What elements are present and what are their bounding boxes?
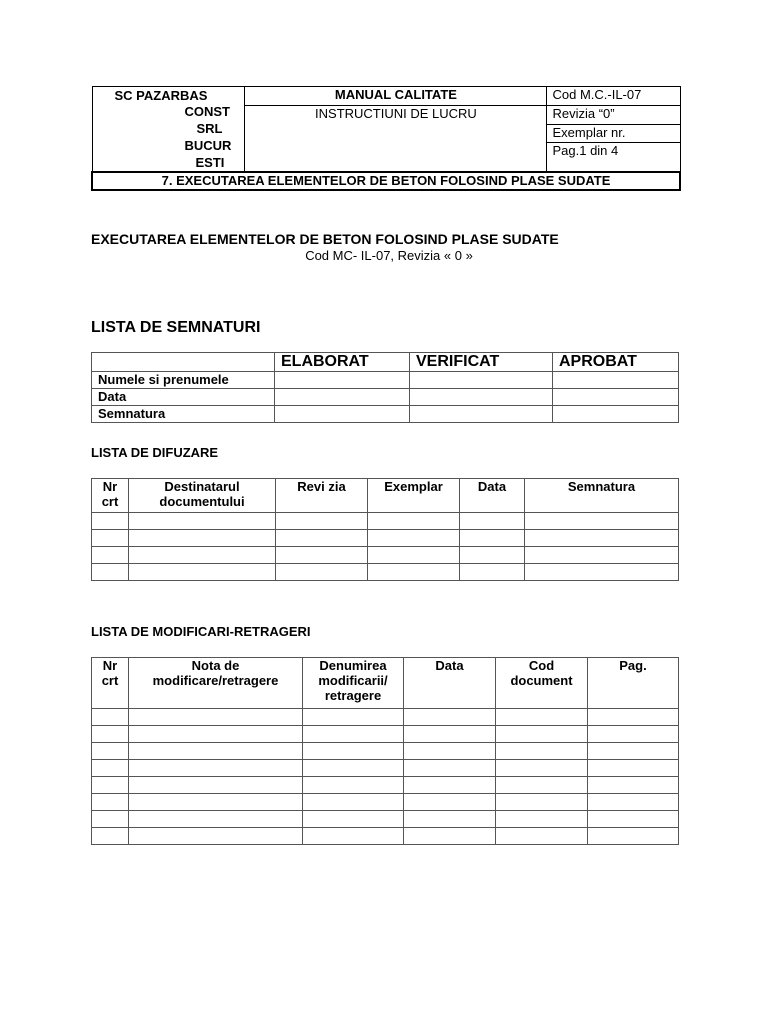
mod-table-row (92, 760, 679, 777)
header-subtitle: INSTRUCTIUNI DE LUCRU (245, 106, 547, 173)
mod-col-data: Data (404, 658, 496, 709)
company-line-5: ESTI (195, 155, 225, 170)
mod-col-pag: Pag. (588, 658, 679, 709)
dist-col-data: Data (460, 479, 525, 513)
dist-table-row (92, 564, 679, 581)
table-cell[interactable] (92, 811, 129, 828)
table-cell[interactable] (276, 530, 368, 547)
table-cell[interactable] (460, 530, 525, 547)
table-cell[interactable] (496, 726, 588, 743)
distribution-heading: LISTA DE DIFUZARE (91, 445, 219, 460)
table-cell[interactable] (404, 811, 496, 828)
document-header (91, 86, 681, 191)
table-cell[interactable] (588, 760, 679, 777)
distribution-table (91, 478, 679, 581)
table-cell[interactable] (303, 709, 404, 726)
table-cell[interactable] (525, 547, 679, 564)
table-cell[interactable] (129, 811, 303, 828)
dist-col-nr: Nr crt (92, 479, 129, 513)
document-title: EXECUTAREA ELEMENTELOR DE BETON FOLOSIND PLASE SUDATE (91, 231, 559, 247)
sig-cell[interactable] (275, 389, 410, 406)
table-cell[interactable] (129, 564, 276, 581)
table-cell[interactable] (129, 743, 303, 760)
table-cell[interactable] (496, 811, 588, 828)
table-cell[interactable] (404, 760, 496, 777)
table-cell[interactable] (92, 743, 129, 760)
table-cell[interactable] (92, 828, 129, 845)
table-cell[interactable] (460, 547, 525, 564)
mod-table-row (92, 777, 679, 794)
table-cell[interactable] (129, 709, 303, 726)
dist-col-exemplar: Exemplar (368, 479, 460, 513)
sig-row-data: Data (92, 389, 275, 406)
table-cell[interactable] (525, 513, 679, 530)
table-cell[interactable] (496, 828, 588, 845)
sig-cell[interactable] (553, 389, 679, 406)
pagina-cell: Pag.1 din 4 (547, 142, 680, 172)
company-line-4: BUCUR (184, 138, 232, 153)
dist-col-semnatura: Semnatura (525, 479, 679, 513)
mod-col-nota: Nota de modificare/retragere (129, 658, 303, 709)
table-cell[interactable] (496, 777, 588, 794)
table-cell[interactable] (129, 547, 276, 564)
table-cell[interactable] (92, 777, 129, 794)
section-title: 7. EXECUTAREA ELEMENTELOR DE BETON FOLOSIND PLASE SUDATE (92, 172, 680, 190)
table-cell[interactable] (129, 513, 276, 530)
modifications-table (91, 657, 679, 845)
exemplar-cell: Exemplar nr. (547, 124, 680, 142)
table-cell[interactable] (129, 530, 276, 547)
table-cell[interactable] (588, 726, 679, 743)
dist-table-row (92, 547, 679, 564)
table-cell[interactable] (303, 777, 404, 794)
table-cell[interactable] (303, 760, 404, 777)
sig-cell[interactable] (410, 406, 553, 423)
table-cell[interactable] (92, 794, 129, 811)
table-cell[interactable] (496, 794, 588, 811)
table-cell[interactable] (496, 760, 588, 777)
table-cell[interactable] (368, 547, 460, 564)
table-cell[interactable] (92, 726, 129, 743)
table-cell[interactable] (303, 811, 404, 828)
table-cell[interactable] (368, 513, 460, 530)
table-cell[interactable] (525, 530, 679, 547)
cod-cell: Cod M.C.-IL-07 (547, 87, 680, 106)
table-cell[interactable] (129, 828, 303, 845)
table-cell[interactable] (404, 743, 496, 760)
table-cell[interactable] (496, 709, 588, 726)
sig-cell[interactable] (275, 372, 410, 389)
table-cell[interactable] (276, 564, 368, 581)
revizia-cell: Revizia “0” (547, 106, 680, 125)
sig-row-semnatura: Semnatura (92, 406, 275, 423)
signatures-heading: LISTA DE SEMNATURI (91, 319, 261, 336)
table-cell[interactable] (129, 794, 303, 811)
table-cell[interactable] (92, 564, 129, 581)
table-cell[interactable] (588, 828, 679, 845)
table-cell[interactable] (460, 513, 525, 530)
table-cell[interactable] (303, 743, 404, 760)
sig-cell[interactable] (275, 406, 410, 423)
manual-title: MANUAL CALITATE (245, 87, 547, 106)
mod-table-row (92, 811, 679, 828)
table-cell[interactable] (92, 513, 129, 530)
table-cell[interactable] (368, 564, 460, 581)
mod-col-denumirea: Denumirea modificarii/ retragere (303, 658, 404, 709)
dist-table-row (92, 513, 679, 530)
table-cell[interactable] (276, 513, 368, 530)
modifications-heading: LISTA DE MODIFICARI-RETRAGERI (91, 624, 311, 639)
table-cell[interactable] (92, 530, 129, 547)
table-cell[interactable] (303, 726, 404, 743)
table-cell[interactable] (92, 547, 129, 564)
table-cell[interactable] (588, 743, 679, 760)
dist-col-destinatar: Destinatarul documentului (129, 479, 276, 513)
document-code-line: Cod MC- IL-07, Revizia « 0 » (305, 248, 473, 263)
mod-col-nr: Nr crt (92, 658, 129, 709)
sig-col-verificat: VERIFICAT (410, 353, 553, 372)
table-cell[interactable] (129, 777, 303, 794)
table-cell[interactable] (404, 828, 496, 845)
table-cell[interactable] (129, 726, 303, 743)
sig-row-nume: Numele si prenumele (92, 372, 275, 389)
company-cell (92, 87, 245, 173)
company-line-2: CONST (184, 104, 230, 119)
dist-col-revizia: Revi zia (276, 479, 368, 513)
sig-col-aprobat: APROBAT (553, 353, 679, 372)
table-cell[interactable] (525, 564, 679, 581)
company-line-1: SC PAZARBAS (114, 88, 208, 103)
table-cell[interactable] (404, 726, 496, 743)
mod-table-row (92, 709, 679, 726)
mod-col-cod: Cod document (496, 658, 588, 709)
mod-table-row (92, 743, 679, 760)
table-cell[interactable] (303, 794, 404, 811)
table-cell[interactable] (460, 564, 525, 581)
table-cell[interactable] (92, 760, 129, 777)
table-cell[interactable] (404, 709, 496, 726)
table-cell[interactable] (588, 709, 679, 726)
signatures-table (91, 352, 679, 423)
table-cell[interactable] (404, 794, 496, 811)
table-cell[interactable] (588, 794, 679, 811)
sig-cell[interactable] (553, 372, 679, 389)
table-cell[interactable] (129, 760, 303, 777)
mod-table-row (92, 794, 679, 811)
table-cell[interactable] (92, 709, 129, 726)
table-cell[interactable] (276, 547, 368, 564)
mod-table-row (92, 726, 679, 743)
mod-table-row (92, 828, 679, 845)
table-cell[interactable] (588, 777, 679, 794)
table-cell[interactable] (496, 743, 588, 760)
sig-cell[interactable] (410, 372, 553, 389)
table-cell[interactable] (368, 530, 460, 547)
sig-cell[interactable] (410, 389, 553, 406)
sig-col-elaborat: ELABORAT (275, 353, 410, 372)
table-cell[interactable] (588, 811, 679, 828)
sig-cell[interactable] (553, 406, 679, 423)
dist-table-row (92, 530, 679, 547)
table-cell[interactable] (303, 828, 404, 845)
company-line-3: SRL (196, 121, 223, 136)
table-cell[interactable] (404, 777, 496, 794)
